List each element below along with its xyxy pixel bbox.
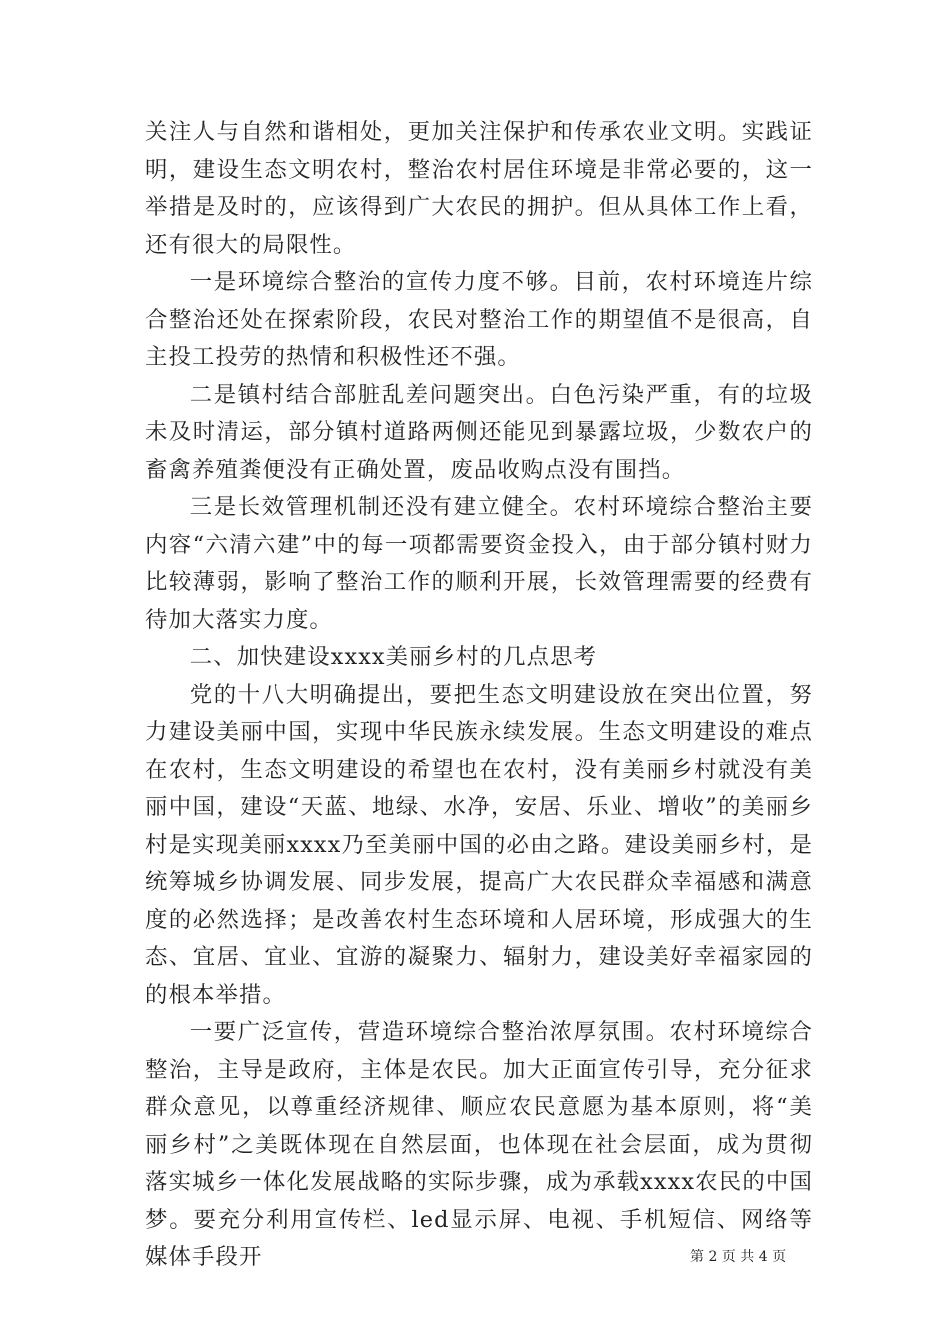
document-body (145, 114, 813, 1277)
paragraph-4: 三是长效管理机制还没有建立健全。农村环境综合整治主要内容“六清六建”中的每一项都需要资金投入，由于部分镇村财力比较薄弱，影响了整治工作的顺利开展，长效管理需要的经费有待加大落实力度。 (145, 494, 813, 633)
paragraph-1: 关注人与自然和谐相处，更加关注保护和传承农业文明。实践证明，建设生态文明农村，整治农村居住环境是非常必要的，这一举措是及时的，应该得到广大农民的拥护。但从具体工作上看，还有很大的局限性。 (145, 119, 813, 258)
paragraph-7: 一要广泛宣传，营造环境综合整治浓厚氛围。农村环境综合整治，主导是政府，主体是农民。加大正面宣传引导，充分征求群众意见，以尊重经济规律、顺应农民意愿为基本原则，将“美丽乡村”之美既体现在自然层面，也体现在社会层面，成为贯彻落实城乡一体化发展战略的实际步骤，成为承载xxxx农民的中国梦。要充分利用宣传栏、led显示屏、电视、手机短信、网络等媒体手段开 (145, 1019, 813, 1270)
page-number: 第 2 页 共 4 页 (690, 1249, 787, 1265)
paragraph-6: 党的十八大明确提出，要把生态文明建设放在突出位置，努力建设美丽中国，实现中华民族永续发展。生态文明建设的难点在农村，生态文明建设的希望也在农村，没有美丽乡村就没有美丽中国，建设“天蓝、地绿、水净，安居、乐业、增收”的美丽乡村是实现美丽xxxx乃至美丽中国的必由之路。建设美丽乡村，是统筹城乡协调发展、同步发展，提高广大农民群众幸福感和满意度的必然选择；是改善农村生态环境和人居环境，形成强大的生态、宜居、宜业、宜游的凝聚力、辐射力，建设美好幸福家园的的根本举措。 (145, 681, 813, 1008)
section-heading: 二、加快建设xxxx美丽乡村的几点思考 (189, 644, 598, 670)
paragraph-2: 一是环境综合整治的宣传力度不够。目前，农村环境连片综合整治还处在探索阶段，农民对整治工作的期望值不是很高，自主投工投劳的热情和积极性还不强。 (145, 269, 813, 370)
paragraph-3: 二是镇村结合部脏乱差问题突出。白色污染严重，有的垃圾未及时清运，部分镇村道路两侧还能见到暴露垃圾，少数农户的畜禽养殖粪便没有正确处置，废品收购点没有围挡。 (145, 381, 813, 483)
